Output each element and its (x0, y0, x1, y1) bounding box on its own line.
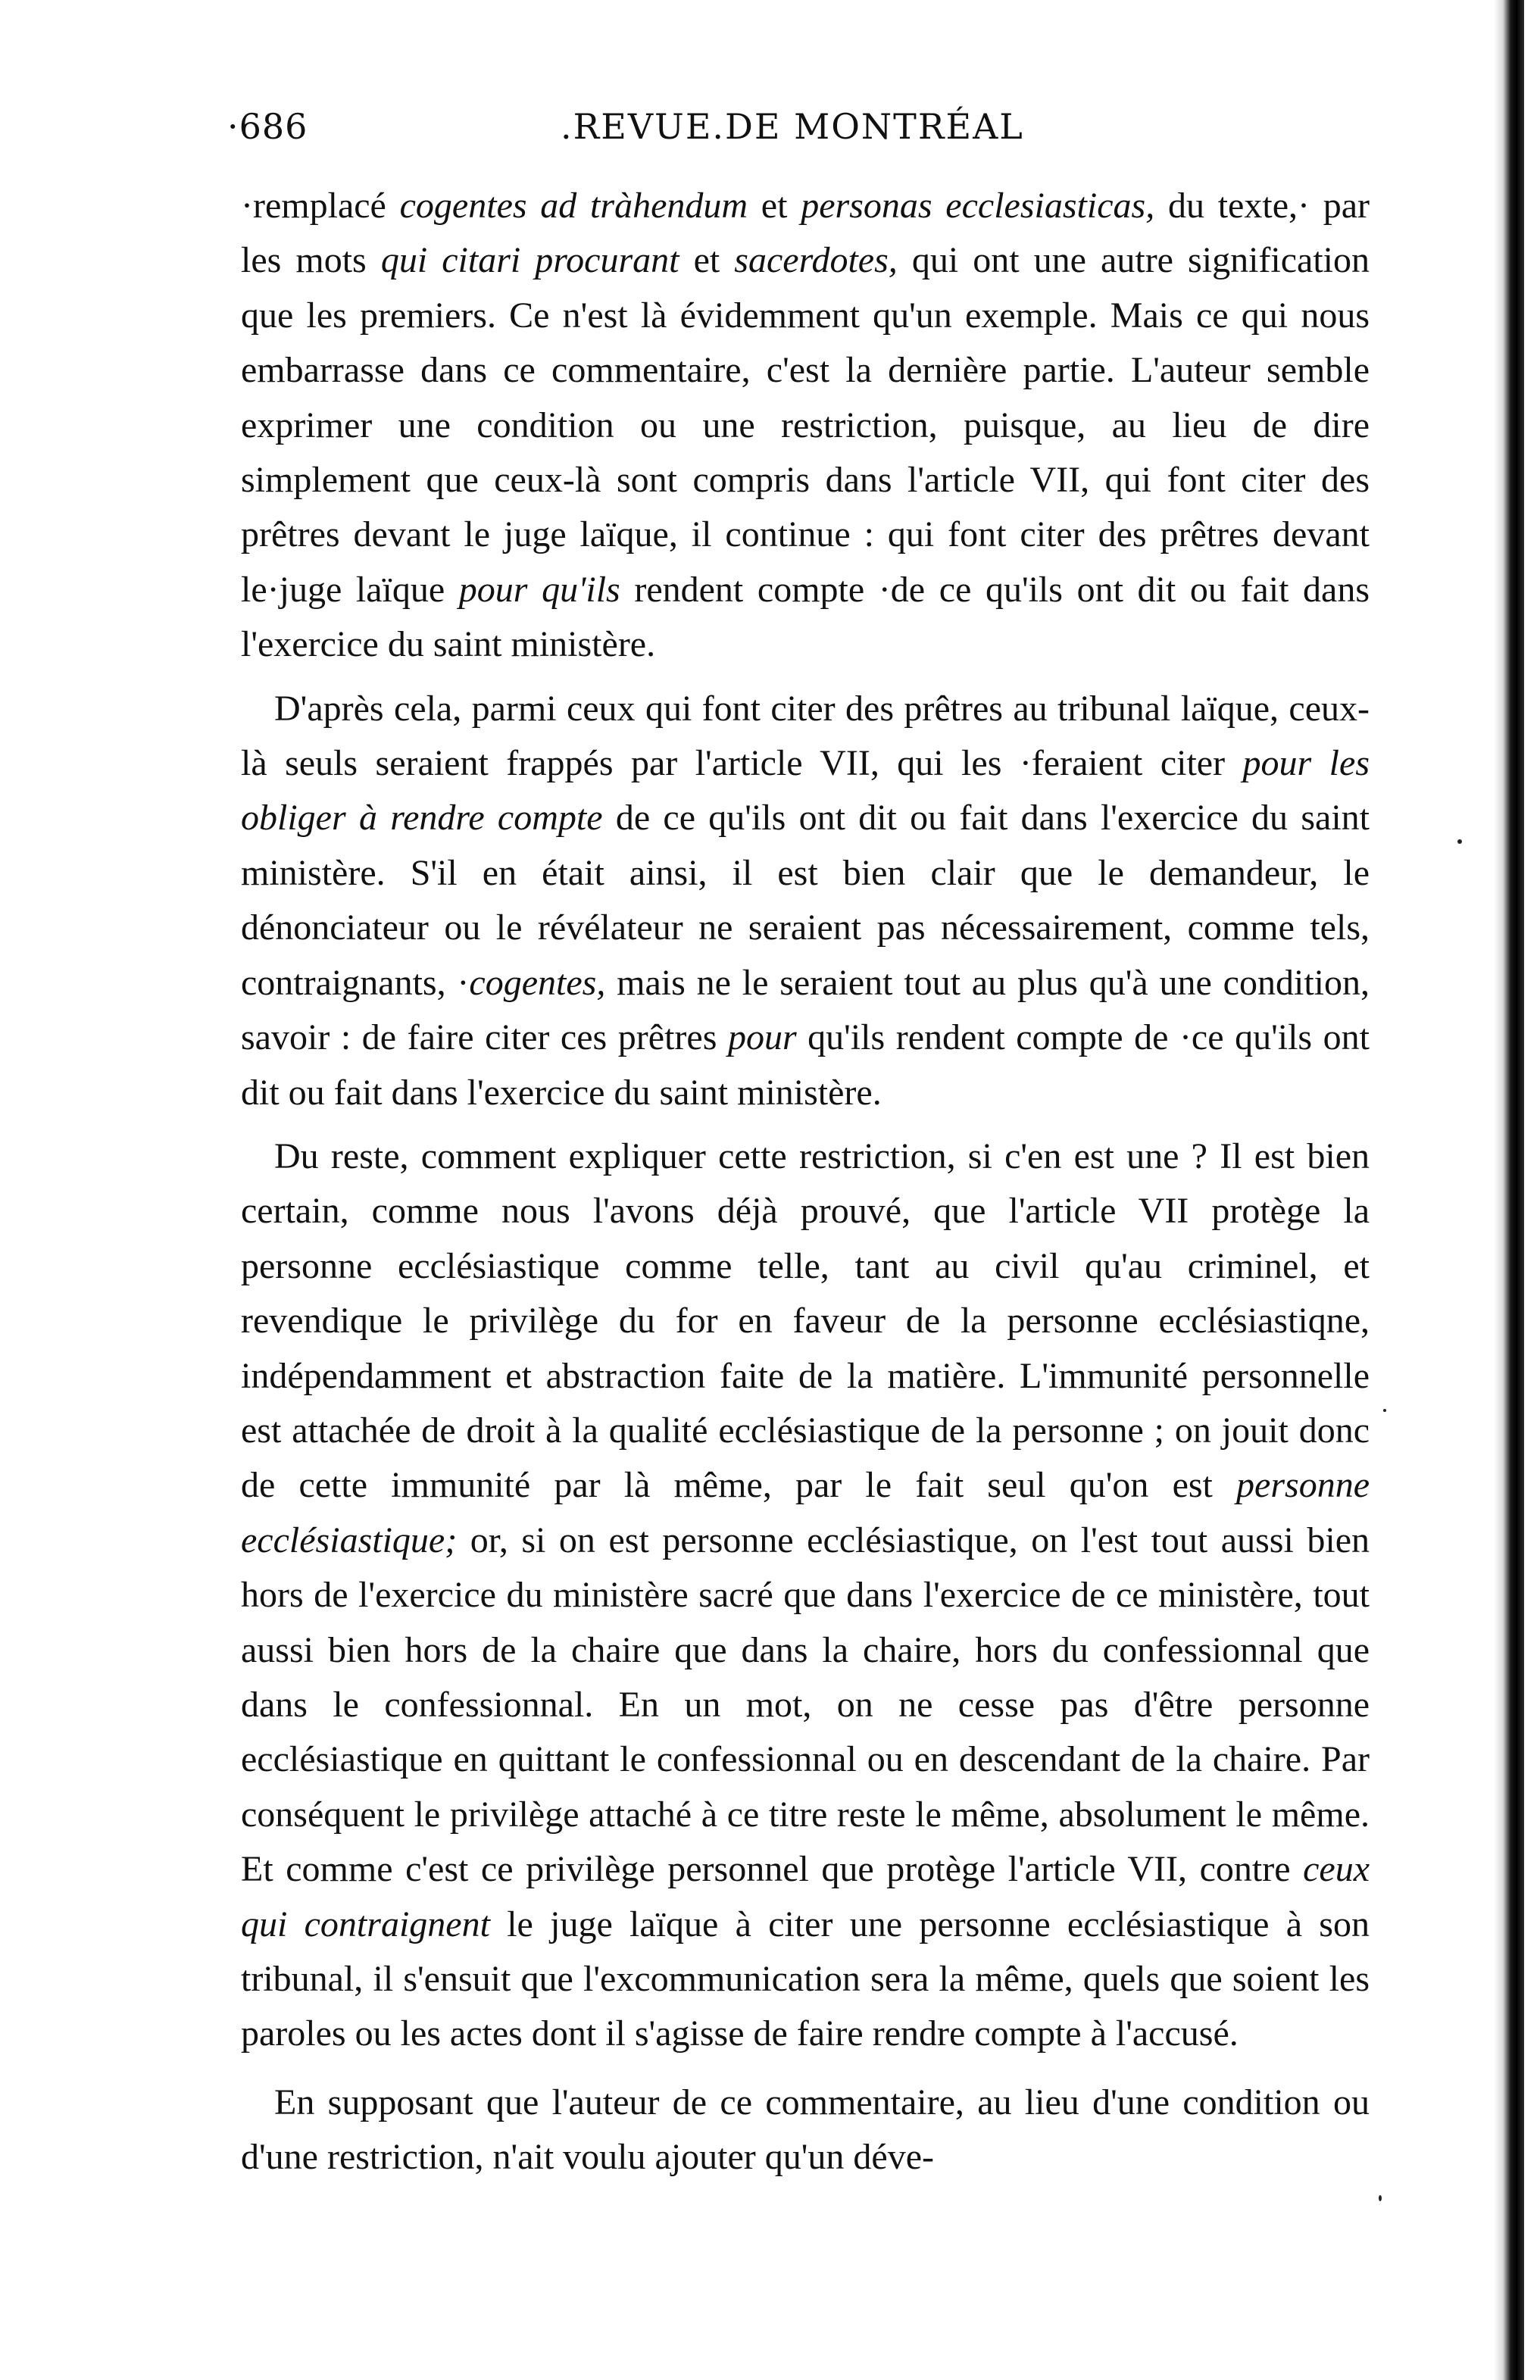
italic-run: cogentes, (469, 962, 606, 1003)
italic-run: personas ecclesiasticas, (801, 186, 1155, 226)
text-run: Du reste, comment expliquer cette restriction, si c'en est une ? Il est bien certain, comme nous l'avons déjà prouvé, que l'article VII protège la personne ecclésiastique comme telle, tant au civil qu'au criminel, et revendique le privilège du for en faveur de la personne ecclésiastiqne, indépendamment et abstraction faite de la matière. L'immunité personnelle est attachée de droit à la qualité ecclésiastique de la personne ; on jouit donc de cette immunité par là même, par le fait seul qu'on est (241, 1135, 1370, 1506)
italic-run: sacerdotes, (734, 240, 898, 281)
scan-speck (1383, 1409, 1386, 1412)
text-run: En supposant que l'auteur de ce commentaire, au lieu d'une condition ou d'une restriction, n'ait voulu ajouter qu'un déve- (241, 2082, 1370, 2178)
text-run: et (748, 186, 801, 226)
paragraph-3 (241, 1129, 1370, 2062)
text-run: D'après cela, parmi ceux qui font citer des prêtres au tribunal laïque, ceux-là seuls seraient frappés par l'article VII, qui les ·feraient citer (241, 688, 1370, 784)
paragraph-1 (241, 179, 1370, 673)
text-run: le juge laïque à citer une personne ecclésiastique à son tribunal, il s'ensuit que l'excommunication sera la même, quels que soient les paroles ou les actes dont il s'agisse de faire rendre compte à l'accusé. (241, 1904, 1370, 2054)
text-run: qu'ils rendent compte de ·ce qu'ils ont dit ou fait dans l'exercice du saint ministère. (241, 1017, 1370, 1113)
paragraph-4 (241, 2075, 1370, 2185)
running-title: .REVUE.DE MONTRÉAL (561, 106, 1024, 147)
text-run: du texte,· par les mots (241, 186, 1370, 281)
italic-run: pour qu'ils (458, 569, 620, 610)
text-run: qui ont une autre signification que les premiers. Ce n'est là évidemment qu'un exemple. Mais ce qui nous embarrasse dans ce commentaire, c'est la dernière partie. L'auteur semble exprimer une condition ou une restriction, puisque, au lieu de dire simplement que ceux-là sont compris dans l'article VII, qui font citer des prêtres devant le juge laïque, il continue : qui font citer des prêtres devant le·juge laïque (241, 240, 1370, 610)
body-text (241, 179, 1370, 2185)
scan-speck (1457, 839, 1462, 844)
text-run: ·remplacé (241, 186, 400, 226)
page-binding-edge (1494, 0, 1524, 2380)
italic-run: pour les obliger à rendre compte (241, 743, 1370, 839)
italic-run: cogentes ad tràhendum (399, 186, 748, 226)
italic-run: ceux qui contraignent (241, 1849, 1370, 1944)
paragraph-2 (241, 682, 1370, 1120)
italic-run: pour (727, 1017, 797, 1058)
text-run: rendent compte ·de ce qu'ils ont dit ou fait dans l'exercice du saint ministère. (241, 569, 1370, 665)
text-run: or, si on est personne ecclésiastique, on l'est tout aussi bien hors de l'exercice du ministère sacré que dans l'exercice de ce ministère, tout aussi bien hors de la chaire que dans la chaire, hors du confessionnal que dans le confessionnal. En un mot, on ne cesse pas d'être personne ecclésiastique en quittant le confessionnal ou en descendant de la chaire. Par conséquent le privilège attaché à ce titre reste le même, absolument le même. Et comme c'est ce privilège personnel que protège l'article VII, contre (241, 1520, 1370, 1890)
page-number: ·686 (227, 106, 308, 147)
italic-run: qui citari procurant (380, 240, 679, 281)
text-run: de ce qu'ils ont dit ou fait dans l'exercice du saint ministère. S'il en était ainsi, il est bien clair que le demandeur, le dénonciateur ou le révélateur ne seraient pas nécessairement, comme tels, contraignants, · (241, 798, 1370, 1003)
text-run: et (679, 240, 735, 281)
page-header (227, 106, 1379, 167)
italic-run: personne ecclésiastique; (241, 1465, 1370, 1560)
scan-speck (1379, 2195, 1382, 2201)
text-run: mais ne le seraient tout au plus qu'à une condition, savoir : de faire citer ces prêtres (241, 962, 1370, 1058)
